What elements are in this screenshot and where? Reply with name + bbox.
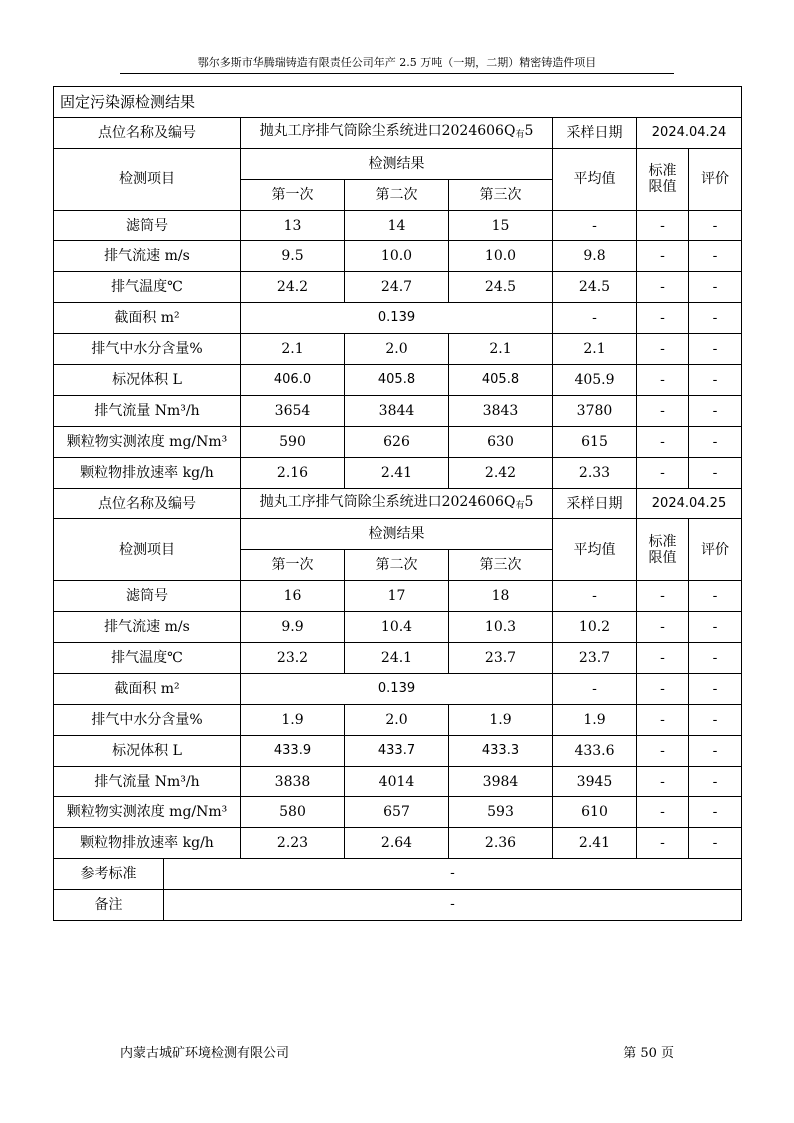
row-evaluation-value: - (689, 735, 742, 766)
row-run2-value: 433.7 (345, 735, 449, 766)
row-average-value: - (553, 673, 637, 704)
row-run1-value: 580 (241, 797, 345, 828)
results-header: 检测结果 (241, 519, 553, 550)
table-row (54, 673, 742, 704)
row-item-name: 排气中水分含量% (54, 704, 241, 735)
row-item-name: 颗粒物排放速率 kg/h (54, 457, 241, 488)
row-run1-value: 2.23 (241, 828, 345, 859)
row-run2-value: 3844 (345, 395, 449, 426)
row-limit-value: - (637, 612, 689, 643)
row-average-value: 9.8 (553, 241, 637, 272)
row-average-value: 1.9 (553, 704, 637, 735)
row-run2-value: 657 (345, 797, 449, 828)
table-row (54, 581, 742, 612)
row-limit-value: - (637, 210, 689, 241)
column-header-row (54, 148, 742, 179)
point-name-subscript: 有 (515, 500, 525, 511)
row-average-value: 3945 (553, 766, 637, 797)
row-average-value: 24.5 (553, 272, 637, 303)
row-run3-value: 630 (449, 426, 553, 457)
table-row (54, 797, 742, 828)
row-limit-value: - (637, 797, 689, 828)
row-run2-value: 405.8 (345, 365, 449, 396)
row-limit-value: - (637, 457, 689, 488)
run2-header: 第二次 (345, 179, 449, 210)
row-run3-value: 24.5 (449, 272, 553, 303)
point-name-suffix: 5 (524, 122, 534, 139)
point-name-suffix: 5 (524, 493, 534, 510)
table-row (54, 735, 742, 766)
limit-header-line1: 标准 (648, 533, 677, 550)
row-item-name: 排气温度℃ (54, 272, 241, 303)
reference-standard-label: 参考标准 (54, 859, 164, 890)
row-run2-value: 10.0 (345, 241, 449, 272)
row-run3-value: 23.7 (449, 643, 553, 674)
limit-header-line2: 限值 (648, 179, 677, 196)
run1-header: 第一次 (241, 179, 345, 210)
row-average-value: 23.7 (553, 643, 637, 674)
table-row (54, 334, 742, 365)
row-limit-value: - (637, 704, 689, 735)
point-name-label: 点位名称及编号 (54, 117, 241, 148)
point-name-prefix: 抛丸工序排气筒除尘系统进口2024606Q (259, 493, 516, 510)
row-run3-value: 2.42 (449, 457, 553, 488)
row-average-value: - (553, 210, 637, 241)
row-run3-value: 3984 (449, 766, 553, 797)
row-evaluation-value: - (689, 426, 742, 457)
column-header-row (54, 519, 742, 550)
row-item-name: 排气流量 Nm³/h (54, 766, 241, 797)
row-average-value: 3780 (553, 395, 637, 426)
row-run2-value: 24.7 (345, 272, 449, 303)
row-run3-value: 2.1 (449, 334, 553, 365)
row-item-name: 排气流速 m/s (54, 612, 241, 643)
row-item-name: 标况体积 L (54, 365, 241, 396)
row-run1-value: 3654 (241, 395, 345, 426)
table-title: 固定污染源检测结果 (54, 87, 742, 118)
footer-page-number: 第 50 页 (623, 1046, 674, 1061)
page-header: 鄂尔多斯市华腾瑞铸造有限责任公司年产 2.5 万吨（一期，二期）精密铸造件项目 (120, 56, 674, 74)
row-run1-value: 23.2 (241, 643, 345, 674)
item-header: 检测项目 (54, 519, 241, 581)
row-evaluation-value: - (689, 828, 742, 859)
row-run1-value: 590 (241, 426, 345, 457)
remarks-value: - (164, 890, 742, 921)
row-run3-value: 3843 (449, 395, 553, 426)
limit-header (637, 519, 689, 581)
row-run2-value: 2.0 (345, 334, 449, 365)
row-run1-value: 2.16 (241, 457, 345, 488)
point-info-row (54, 488, 742, 519)
results-header: 检测结果 (241, 148, 553, 179)
row-item-name: 颗粒物排放速率 kg/h (54, 828, 241, 859)
row-average-value: 2.1 (553, 334, 637, 365)
row-evaluation-value: - (689, 581, 742, 612)
row-item-name: 标况体积 L (54, 735, 241, 766)
table-row (54, 303, 742, 334)
row-run2-value: 2.64 (345, 828, 449, 859)
row-run3-value: 433.3 (449, 735, 553, 766)
row-run3-value: 10.0 (449, 241, 553, 272)
row-run1-value: 24.2 (241, 272, 345, 303)
row-limit-value: - (637, 581, 689, 612)
row-evaluation-value: - (689, 395, 742, 426)
row-run1-value: 9.5 (241, 241, 345, 272)
row-run1-value: 433.9 (241, 735, 345, 766)
row-item-name: 排气流速 m/s (54, 241, 241, 272)
run1-header: 第一次 (241, 550, 345, 581)
row-limit-value: - (637, 365, 689, 396)
row-average-value: 405.9 (553, 365, 637, 396)
row-evaluation-value: - (689, 673, 742, 704)
row-item-name: 滤筒号 (54, 581, 241, 612)
row-run3-value: 593 (449, 797, 553, 828)
row-evaluation-value: - (689, 365, 742, 396)
evaluation-header: 评价 (689, 519, 742, 581)
point-name-prefix: 抛丸工序排气筒除尘系统进口2024606Q (259, 122, 516, 139)
table-row (54, 272, 742, 303)
item-header: 检测项目 (54, 148, 241, 210)
row-run2-value: 2.41 (345, 457, 449, 488)
row-run3-value: 15 (449, 210, 553, 241)
row-evaluation-value: - (689, 334, 742, 365)
evaluation-header: 评价 (689, 148, 742, 210)
row-run1-value: 3838 (241, 766, 345, 797)
table-row (54, 241, 742, 272)
table-row (54, 457, 742, 488)
row-average-value: 2.33 (553, 457, 637, 488)
row-run3-value: 1.9 (449, 704, 553, 735)
limit-header (637, 148, 689, 210)
row-item-name: 排气流量 Nm³/h (54, 395, 241, 426)
row-evaluation-value: - (689, 272, 742, 303)
row-evaluation-value: - (689, 210, 742, 241)
row-limit-value: - (637, 395, 689, 426)
row-limit-value: - (637, 426, 689, 457)
monitoring-results-table (53, 86, 742, 921)
row-average-value: 10.2 (553, 612, 637, 643)
row-run2-value: 4014 (345, 766, 449, 797)
table-row (54, 365, 742, 396)
row-average-value: 615 (553, 426, 637, 457)
row-limit-value: - (637, 766, 689, 797)
average-header: 平均值 (553, 148, 637, 210)
reference-standard-row (54, 859, 742, 890)
point-name-label: 点位名称及编号 (54, 488, 241, 519)
row-run2-value: 626 (345, 426, 449, 457)
row-run3-value: 18 (449, 581, 553, 612)
footer-company: 内蒙古城矿环境检测有限公司 (120, 1046, 290, 1061)
row-limit-value: - (637, 828, 689, 859)
row-limit-value: - (637, 643, 689, 674)
table-row (54, 612, 742, 643)
run2-header: 第二次 (345, 550, 449, 581)
table-row (54, 704, 742, 735)
table-row (54, 210, 742, 241)
row-item-name: 排气中水分含量% (54, 334, 241, 365)
row-run1-value: 2.1 (241, 334, 345, 365)
row-run1-value: 13 (241, 210, 345, 241)
limit-header-line1: 标准 (648, 163, 677, 180)
run3-header: 第三次 (449, 179, 553, 210)
row-run1-value: 1.9 (241, 704, 345, 735)
sample-date-label: 采样日期 (553, 117, 637, 148)
point-name-value (241, 117, 553, 148)
average-header: 平均值 (553, 519, 637, 581)
row-item-name: 截面积 m² (54, 303, 241, 334)
row-run2-value: 10.4 (345, 612, 449, 643)
sample-date-label: 采样日期 (553, 488, 637, 519)
row-run2-value: 17 (345, 581, 449, 612)
row-limit-value: - (637, 673, 689, 704)
row-average-value: - (553, 581, 637, 612)
row-run2-value: 24.1 (345, 643, 449, 674)
table-row (54, 766, 742, 797)
row-limit-value: - (637, 272, 689, 303)
row-average-value: 610 (553, 797, 637, 828)
row-average-value: - (553, 303, 637, 334)
row-merged-value: 0.139 (241, 673, 553, 704)
run3-header: 第三次 (449, 550, 553, 581)
limit-header-line2: 限值 (648, 549, 677, 566)
row-average-value: 2.41 (553, 828, 637, 859)
row-item-name: 颗粒物实测浓度 mg/Nm³ (54, 797, 241, 828)
row-limit-value: - (637, 735, 689, 766)
row-item-name: 滤筒号 (54, 210, 241, 241)
row-item-name: 颗粒物实测浓度 mg/Nm³ (54, 426, 241, 457)
row-run3-value: 405.8 (449, 365, 553, 396)
table-row (54, 395, 742, 426)
row-run3-value: 10.3 (449, 612, 553, 643)
row-average-value: 433.6 (553, 735, 637, 766)
sample-date-value: 2024.04.25 (637, 488, 742, 519)
remarks-row (54, 890, 742, 921)
point-info-row (54, 117, 742, 148)
row-limit-value: - (637, 303, 689, 334)
remarks-label: 备注 (54, 890, 164, 921)
row-limit-value: - (637, 241, 689, 272)
row-run2-value: 14 (345, 210, 449, 241)
reference-standard-value: - (164, 859, 742, 890)
row-item-name: 截面积 m² (54, 673, 241, 704)
row-evaluation-value: - (689, 643, 742, 674)
row-item-name: 排气温度℃ (54, 643, 241, 674)
row-evaluation-value: - (689, 457, 742, 488)
row-run1-value: 16 (241, 581, 345, 612)
row-run1-value: 406.0 (241, 365, 345, 396)
row-run3-value: 2.36 (449, 828, 553, 859)
table-row (54, 426, 742, 457)
sample-date-value: 2024.04.24 (637, 117, 742, 148)
row-merged-value: 0.139 (241, 303, 553, 334)
row-limit-value: - (637, 334, 689, 365)
row-evaluation-value: - (689, 241, 742, 272)
point-name-subscript: 有 (515, 129, 525, 140)
table-row (54, 643, 742, 674)
row-evaluation-value: - (689, 303, 742, 334)
table-row (54, 828, 742, 859)
row-evaluation-value: - (689, 704, 742, 735)
row-run2-value: 2.0 (345, 704, 449, 735)
row-evaluation-value: - (689, 797, 742, 828)
row-evaluation-value: - (689, 612, 742, 643)
point-name-value (241, 488, 553, 519)
row-evaluation-value: - (689, 766, 742, 797)
row-run1-value: 9.9 (241, 612, 345, 643)
